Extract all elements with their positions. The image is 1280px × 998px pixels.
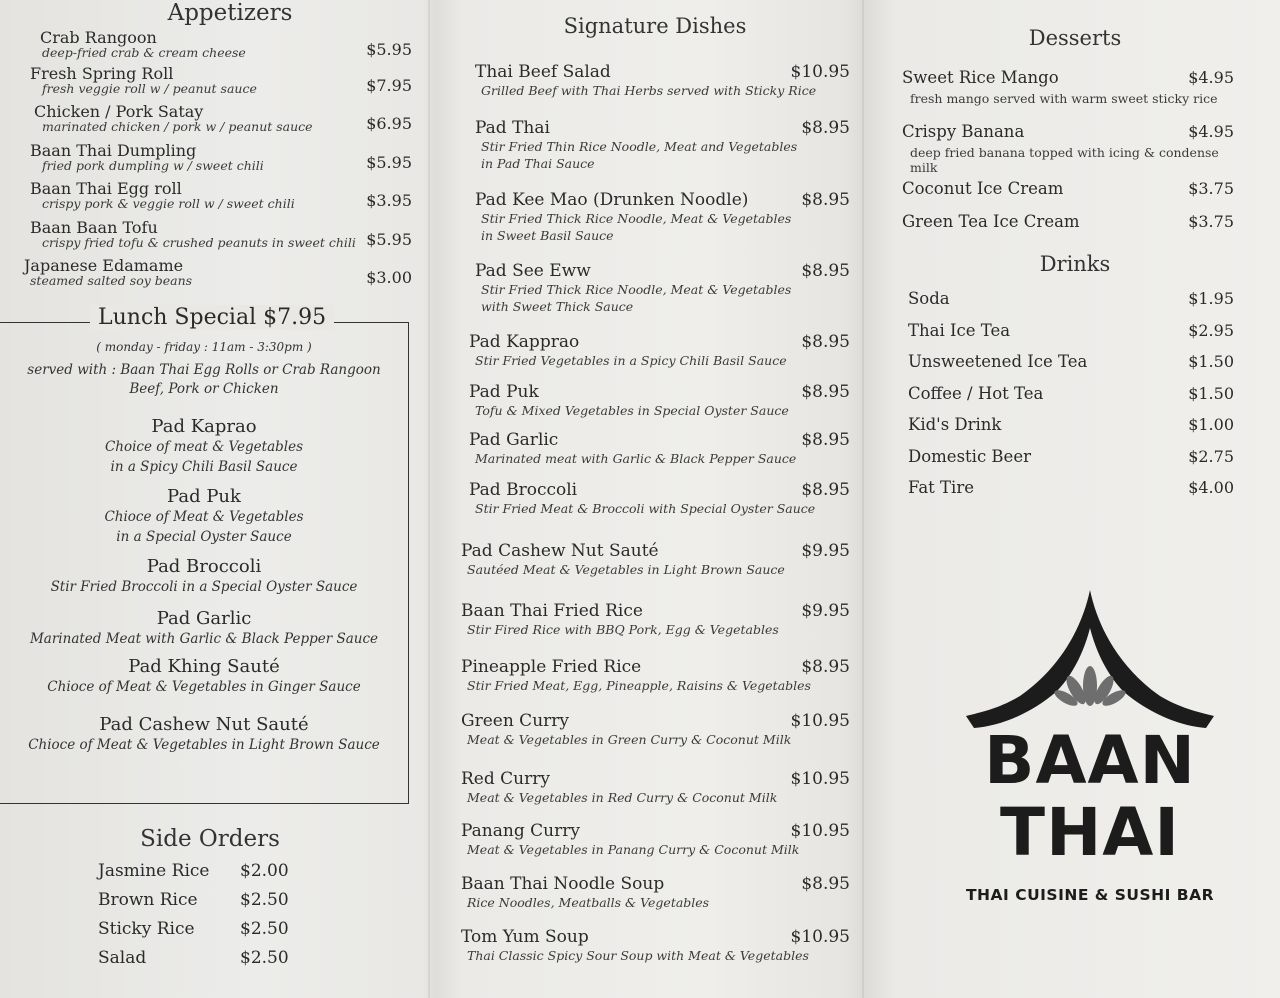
- drink-name: Unsweetened Ice Tea: [908, 352, 1088, 371]
- side-order-item: [98, 861, 288, 881]
- dessert-desc: deep fried banana topped with icing & condense milk: [910, 145, 1219, 175]
- drink-item: [908, 447, 1242, 466]
- left-panel: [0, 0, 420, 998]
- appetizer-desc: fresh veggie roll w / peanut sauce: [42, 81, 257, 96]
- drink-price: $2.95: [1188, 320, 1234, 340]
- signature-name: Pineapple Fried Rice: [461, 657, 642, 677]
- signature-item: [469, 430, 850, 467]
- side-order-price: $2.50: [240, 948, 289, 968]
- appetizer-price: $3.00: [366, 268, 412, 287]
- signature-name: Tom Yum Soup: [461, 927, 589, 947]
- lunch-item-name: Pad Khing Sauté: [128, 656, 280, 677]
- signature-name: Pad Kapprao: [469, 332, 580, 352]
- side-order-name: Jasmine Rice: [98, 861, 210, 881]
- brand-line-2: THAI: [1000, 794, 1180, 871]
- signature-price: $8.95: [801, 382, 850, 402]
- signature-panel: [455, 0, 850, 998]
- drink-price: $1.50: [1188, 383, 1234, 403]
- signature-price: $10.95: [790, 821, 850, 841]
- drink-name: Thai Ice Tea: [908, 320, 1011, 340]
- lunch-special-title: Lunch Special $7.95: [90, 305, 334, 330]
- signature-item: [461, 711, 850, 748]
- lunch-item-name: Pad Kaprao: [151, 416, 257, 437]
- side-order-name: Brown Rice: [98, 890, 198, 910]
- signature-desc: Stir Fried Meat, Egg, Pineapple, Raisins & Vegetables: [467, 678, 811, 693]
- signature-title: Signature Dishes: [563, 14, 747, 38]
- appetizers-title: Appetizers: [167, 0, 293, 26]
- side-orders-title: Side Orders: [140, 826, 280, 852]
- signature-desc: Stir Fired Rice with BBQ Pork, Egg & Vegetables: [467, 622, 779, 637]
- signature-price: $10.95: [790, 769, 850, 789]
- appetizer-price: $5.95: [366, 40, 412, 59]
- signature-price: $8.95: [801, 657, 850, 677]
- lunch-item-desc: Marinated Meat with Garlic & Black Pepper Sauce: [29, 631, 379, 647]
- drinks-title: Drinks: [1039, 252, 1111, 276]
- appetizer-name: Baan Thai Dumpling: [30, 141, 197, 160]
- signature-price: $9.95: [801, 541, 850, 561]
- appetizer-price: $5.95: [366, 230, 412, 249]
- dessert-name: Sweet Rice Mango: [902, 68, 1059, 87]
- lunch-item-name: Pad Cashew Nut Sauté: [99, 714, 309, 735]
- signature-name: Pad Puk: [469, 382, 539, 402]
- signature-item: [475, 62, 850, 99]
- dessert-name: Green Tea Ice Cream: [902, 212, 1080, 231]
- signature-name: Pad Thai: [475, 118, 550, 138]
- dessert-name: Coconut Ice Cream: [902, 179, 1064, 198]
- appetizer-item: [24, 102, 412, 134]
- temple-roof-lotus-icon: [960, 588, 1220, 738]
- appetizer-name: Crab Rangoon: [40, 28, 157, 47]
- signature-desc: Thai Classic Spicy Sour Soup with Meat & Vegetables: [467, 948, 809, 963]
- appetizer-name: Chicken / Pork Satay: [34, 102, 204, 121]
- signature-name: Baan Thai Fried Rice: [461, 601, 643, 621]
- dessert-price: $3.75: [1188, 179, 1234, 198]
- signature-item: [461, 601, 850, 638]
- side-order-price: $2.00: [240, 861, 289, 881]
- drink-item: [908, 321, 1242, 340]
- signature-price: $9.95: [801, 601, 850, 621]
- lunch-item-desc: Chioce of Meat & Vegetables in Ginger Sauce: [47, 679, 361, 695]
- signature-desc: Meat & Vegetables in Red Curry & Coconut Milk: [467, 790, 778, 805]
- lunch-item-desc: Chioce of Meat & Vegetables: [104, 509, 304, 525]
- signature-desc: Marinated meat with Garlic & Black Pepper Sauce: [475, 451, 797, 466]
- dessert-price: $3.75: [1188, 212, 1234, 231]
- appetizer-item: [24, 179, 412, 211]
- drink-name: Fat Tire: [908, 478, 974, 497]
- signature-price: $10.95: [790, 62, 850, 82]
- lunch-item-name: Pad Puk: [167, 486, 241, 507]
- drink-price: $4.00: [1188, 478, 1234, 497]
- signature-desc: Meat & Vegetables in Panang Curry & Coconut Milk: [467, 842, 800, 857]
- signature-desc: Stir Fried Vegetables in a Spicy Chili Basil Sauce: [475, 353, 787, 368]
- drink-price: $1.50: [1188, 352, 1234, 371]
- lunch-item-desc: Chioce of Meat & Vegetables in Light Brown Sauce: [28, 737, 380, 753]
- lunch-item-desc: Choice of meat & Vegetables: [104, 439, 304, 455]
- dessert-price: $4.95: [1188, 122, 1234, 141]
- signature-item: [469, 480, 850, 517]
- lunch-item-desc: in a Special Oyster Sauce: [116, 529, 292, 545]
- appetizer-item: [24, 218, 412, 250]
- dessert-desc: fresh mango served with warm sweet sticky rice: [910, 91, 1218, 106]
- lunch-item-desc: Stir Fried Broccoli in a Special Oyster Sauce: [50, 579, 358, 595]
- signature-item: [461, 541, 850, 578]
- side-order-item: [98, 890, 288, 910]
- signature-item: [461, 657, 850, 694]
- signature-desc: in Sweet Basil Sauce: [481, 228, 614, 243]
- drink-item: [908, 384, 1242, 403]
- side-order-price: $2.50: [240, 890, 289, 910]
- signature-list: [455, 0, 850, 998]
- signature-name: Pad Kee Mao (Drunken Noodle): [475, 190, 749, 210]
- drink-item: [908, 415, 1242, 434]
- signature-price: $10.95: [790, 927, 850, 947]
- appetizer-price: $7.95: [366, 76, 412, 95]
- signature-item: [469, 382, 850, 419]
- signature-price: $8.95: [801, 118, 850, 138]
- drinks-list: [908, 0, 1242, 520]
- signature-name: Red Curry: [461, 769, 550, 789]
- lunch-item: [0, 416, 408, 477]
- appetizer-desc: steamed salted soy beans: [30, 273, 193, 288]
- drink-item: [908, 352, 1242, 371]
- side-order-item: [98, 919, 288, 939]
- signature-desc: with Sweet Thick Sauce: [481, 299, 634, 314]
- drink-item: [908, 478, 1242, 497]
- signature-price: $8.95: [801, 480, 850, 500]
- brand-tagline: THAI CUISINE & SUSHI BAR: [965, 886, 1215, 904]
- appetizer-name: Baan Baan Tofu: [30, 218, 158, 237]
- signature-item: [461, 769, 850, 806]
- lunch-item-name: Pad Broccoli: [146, 556, 262, 577]
- lunch-item-desc: in a Spicy Chili Basil Sauce: [110, 459, 298, 475]
- appetizer-name: Baan Thai Egg roll: [30, 179, 182, 198]
- appetizer-price: $6.95: [366, 114, 412, 133]
- signature-name: Pad Broccoli: [469, 480, 578, 500]
- dessert-price: $4.95: [1188, 68, 1234, 87]
- signature-desc: Stir Fried Meat & Broccoli with Special Oyster Sauce: [475, 501, 816, 516]
- lunch-hours: ( monday - friday : 11am - 3:30pm ): [96, 340, 312, 354]
- drink-price: $2.75: [1188, 446, 1234, 466]
- appetizer-desc: crispy pork & veggie roll w / sweet chili: [42, 196, 295, 211]
- signature-item: [475, 118, 850, 172]
- signature-desc: Stir Fried Thick Rice Noodle, Meat & Vegetables: [481, 282, 792, 297]
- signature-name: Baan Thai Noodle Soup: [461, 874, 665, 894]
- drink-name: Domestic Beer: [908, 446, 1031, 466]
- lunch-item: [0, 608, 408, 649]
- signature-price: $8.95: [801, 261, 850, 281]
- signature-desc: Stir Fried Thin Rice Noodle, Meat and Vegetables: [481, 139, 798, 154]
- lunch-item: [0, 486, 408, 547]
- signature-item: [461, 927, 850, 964]
- appetizers-list: [24, 28, 412, 298]
- fold-line: [862, 0, 864, 998]
- signature-price: $10.95: [790, 711, 850, 731]
- signature-price: $8.95: [801, 332, 850, 352]
- side-order-item: [98, 948, 288, 968]
- desserts-title: Desserts: [1028, 26, 1122, 50]
- appetizer-item: [24, 28, 412, 60]
- appetizer-desc: fried pork dumpling w / sweet chili: [42, 158, 264, 173]
- signature-desc: Tofu & Mixed Vegetables in Special Oyster Sauce: [475, 403, 789, 418]
- signature-item: [475, 261, 850, 315]
- signature-name: Green Curry: [461, 711, 569, 731]
- lunch-item: [0, 656, 408, 697]
- signature-desc: Sautéed Meat & Vegetables in Light Brown Sauce: [467, 562, 785, 577]
- appetizer-name: Japanese Edamame: [24, 256, 184, 275]
- drink-name: Soda: [908, 289, 950, 308]
- signature-item: [469, 332, 850, 369]
- signature-desc: Grilled Beef with Thai Herbs served with Sticky Rice: [481, 83, 817, 98]
- drink-price: $1.00: [1188, 415, 1234, 434]
- lunch-served-with: served with : Baan Thai Egg Rolls or Crab Rangoon: [27, 362, 381, 378]
- signature-item: [475, 190, 850, 244]
- lunch-item-name: Pad Garlic: [156, 608, 252, 629]
- signature-name: Pad Garlic: [469, 430, 559, 450]
- appetizer-item: [24, 141, 412, 173]
- signature-price: $8.95: [801, 874, 850, 894]
- brand-line-1: BAAN: [984, 722, 1196, 799]
- side-order-price: $2.50: [240, 919, 289, 939]
- signature-desc: in Pad Thai Sauce: [481, 156, 595, 171]
- appetizer-desc: crispy fried tofu & crushed peanuts in sweet chili: [42, 235, 356, 250]
- lunch-item: [0, 556, 408, 597]
- dessert-name: Crispy Banana: [902, 122, 1025, 141]
- appetizer-item: [24, 64, 412, 96]
- drink-name: Kid's Drink: [908, 415, 1002, 434]
- appetizer-item: [24, 256, 412, 288]
- drink-name: Coffee / Hot Tea: [908, 383, 1044, 403]
- fold-line: [428, 0, 430, 998]
- signature-name: Pad See Eww: [475, 261, 591, 281]
- appetizer-price: $3.95: [366, 191, 412, 210]
- side-order-name: Salad: [98, 948, 147, 968]
- lunch-proteins: Beef, Pork or Chicken: [129, 381, 279, 397]
- appetizer-name: Fresh Spring Roll: [30, 64, 174, 83]
- drink-item: [908, 289, 1242, 308]
- signature-price: $8.95: [801, 430, 850, 450]
- signature-name: Panang Curry: [461, 821, 580, 841]
- signature-desc: Stir Fried Thick Rice Noodle, Meat & Vegetables: [481, 211, 792, 226]
- signature-item: [461, 874, 850, 911]
- lunch-item: [0, 714, 408, 755]
- signature-desc: Meat & Vegetables in Green Curry & Coconut Milk: [467, 732, 792, 747]
- drink-price: $1.95: [1188, 289, 1234, 308]
- appetizer-desc: marinated chicken / pork w / peanut sauce: [42, 119, 313, 134]
- appetizer-desc: deep-fried crab & cream cheese: [42, 45, 246, 60]
- signature-item: [461, 821, 850, 858]
- signature-name: Pad Cashew Nut Sauté: [461, 541, 659, 561]
- appetizer-price: $5.95: [366, 153, 412, 172]
- signature-desc: Rice Noodles, Meatballs & Vegetables: [467, 895, 710, 910]
- side-order-name: Sticky Rice: [98, 919, 195, 939]
- signature-price: $8.95: [801, 190, 850, 210]
- signature-name: Thai Beef Salad: [475, 62, 611, 82]
